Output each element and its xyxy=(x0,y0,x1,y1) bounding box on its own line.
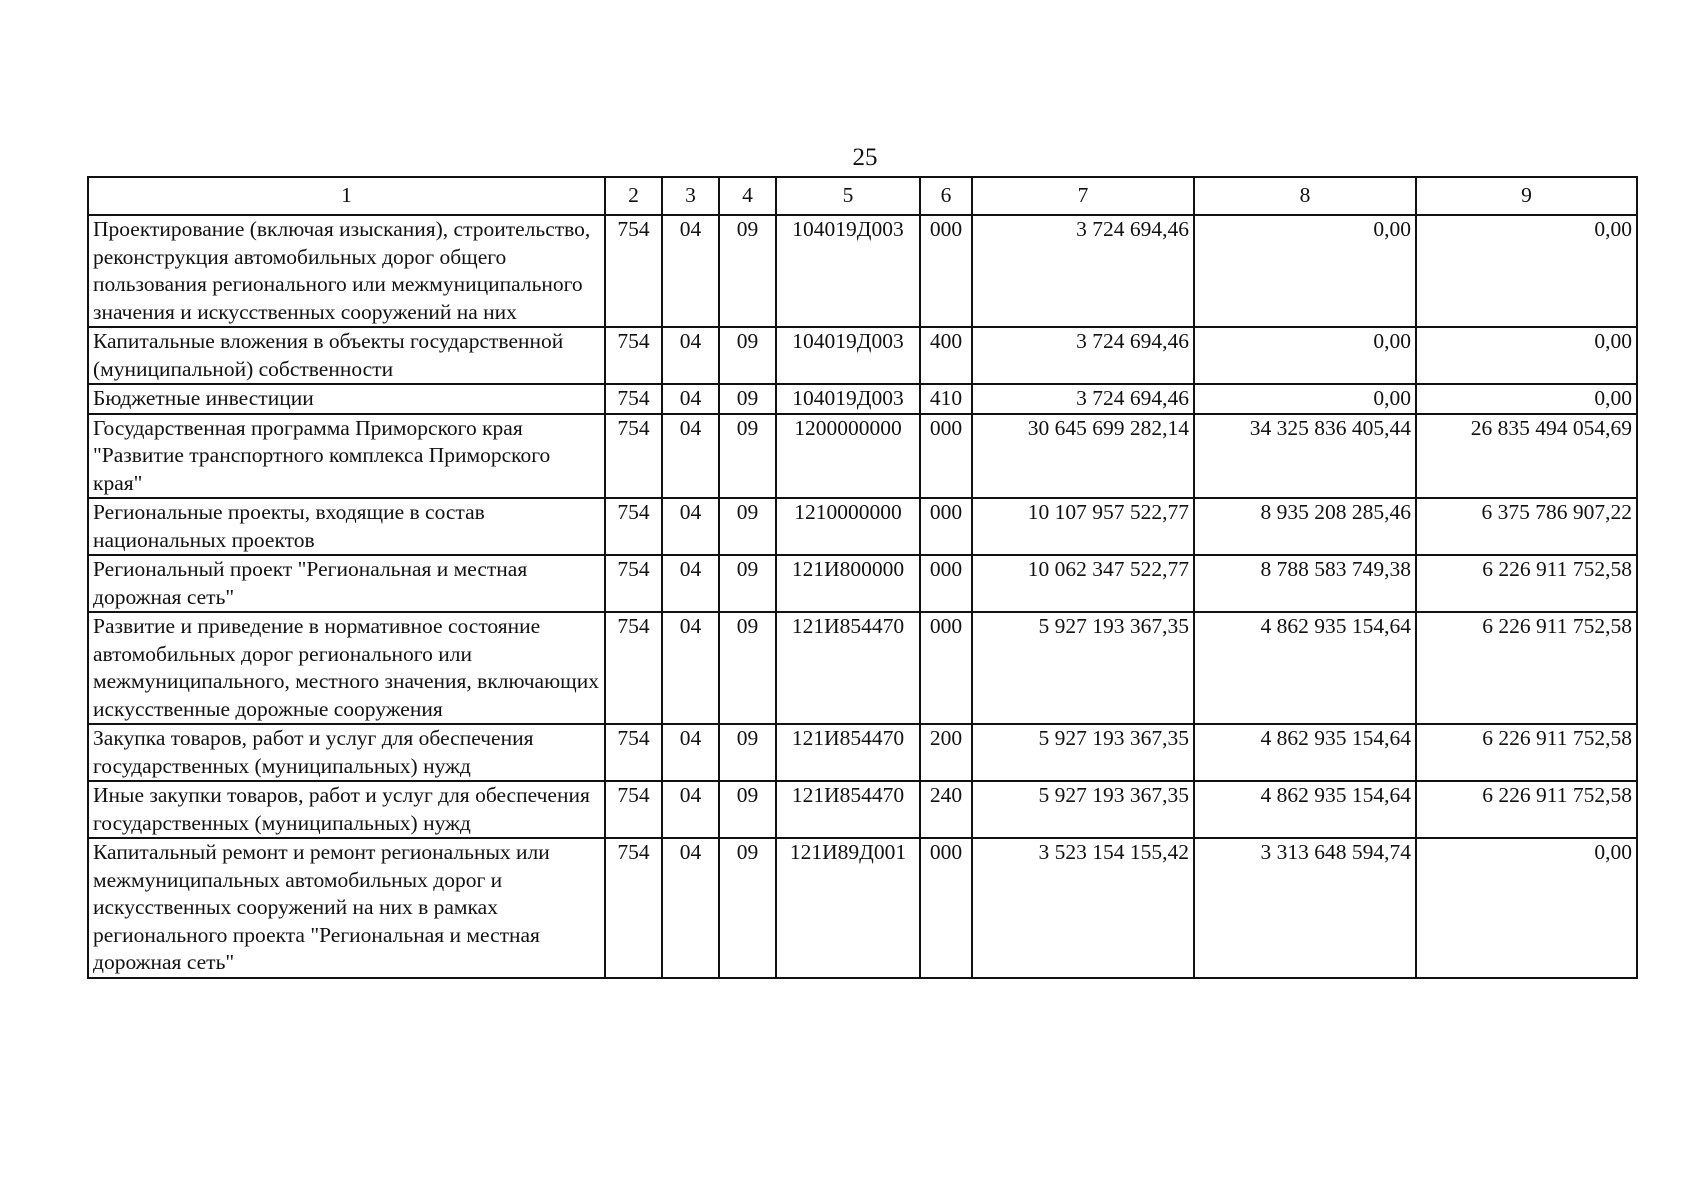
row-description: Бюджетные инвестиции xyxy=(88,384,605,414)
target-article-code: 121И854470 xyxy=(776,781,920,838)
amount-column-9: 26 835 494 054,69 xyxy=(1416,414,1637,499)
amount-column-8: 3 313 648 594,74 xyxy=(1194,838,1416,978)
subsection-code: 09 xyxy=(719,215,776,327)
expense-type-code: 000 xyxy=(920,498,972,555)
amount-column-8: 0,00 xyxy=(1194,215,1416,327)
amount-column-8: 4 862 935 154,64 xyxy=(1194,612,1416,724)
table-row xyxy=(88,327,1637,384)
column-header: 7 xyxy=(972,177,1194,215)
subsection-code: 09 xyxy=(719,414,776,499)
column-header: 5 xyxy=(776,177,920,215)
amount-column-8: 4 862 935 154,64 xyxy=(1194,724,1416,781)
row-description: Региональные проекты, входящие в состав национальных проектов xyxy=(88,498,605,555)
amount-column-7: 3 523 154 155,42 xyxy=(972,838,1194,978)
amount-column-9: 0,00 xyxy=(1416,838,1637,978)
amount-column-9: 6 226 911 752,58 xyxy=(1416,612,1637,724)
amount-column-7: 5 927 193 367,35 xyxy=(972,781,1194,838)
subsection-code: 09 xyxy=(719,612,776,724)
section-code: 04 xyxy=(662,384,719,414)
amount-column-7: 10 107 957 522,77 xyxy=(972,498,1194,555)
ministry-code: 754 xyxy=(605,414,662,499)
subsection-code: 09 xyxy=(719,838,776,978)
row-description: Развитие и приведение в нормативное состояние автомобильных дорог регионального или межмуниципального, местного значения, включающих искусственные дорожные сооружения xyxy=(88,612,605,724)
ministry-code: 754 xyxy=(605,612,662,724)
amount-column-9: 0,00 xyxy=(1416,327,1637,384)
amount-column-7: 3 724 694,46 xyxy=(972,327,1194,384)
target-article-code: 1200000000 xyxy=(776,414,920,499)
target-article-code: 121И800000 xyxy=(776,555,920,612)
ministry-code: 754 xyxy=(605,555,662,612)
row-description: Капитальные вложения в объекты государственной (муниципальной) собственности xyxy=(88,327,605,384)
expense-type-code: 000 xyxy=(920,555,972,612)
section-code: 04 xyxy=(662,555,719,612)
amount-column-7: 10 062 347 522,77 xyxy=(972,555,1194,612)
column-header: 4 xyxy=(719,177,776,215)
table-row xyxy=(88,838,1637,978)
amount-column-8: 0,00 xyxy=(1194,327,1416,384)
subsection-code: 09 xyxy=(719,555,776,612)
amount-column-7: 5 927 193 367,35 xyxy=(972,724,1194,781)
ministry-code: 754 xyxy=(605,384,662,414)
table-row xyxy=(88,612,1637,724)
table-row xyxy=(88,215,1637,327)
amount-column-7: 3 724 694,46 xyxy=(972,215,1194,327)
column-header: 9 xyxy=(1416,177,1637,215)
ministry-code: 754 xyxy=(605,781,662,838)
ministry-code: 754 xyxy=(605,327,662,384)
expense-type-code: 000 xyxy=(920,414,972,499)
row-description: Иные закупки товаров, работ и услуг для обеспечения государственных (муниципальных) нужд xyxy=(88,781,605,838)
column-header: 3 xyxy=(662,177,719,215)
column-header: 6 xyxy=(920,177,972,215)
amount-column-7: 30 645 699 282,14 xyxy=(972,414,1194,499)
section-code: 04 xyxy=(662,498,719,555)
amount-column-8: 8 788 583 749,38 xyxy=(1194,555,1416,612)
amount-column-9: 0,00 xyxy=(1416,215,1637,327)
table-row xyxy=(88,781,1637,838)
section-code: 04 xyxy=(662,414,719,499)
amount-column-9: 6 226 911 752,58 xyxy=(1416,781,1637,838)
ministry-code: 754 xyxy=(605,724,662,781)
amount-column-7: 5 927 193 367,35 xyxy=(972,612,1194,724)
amount-column-8: 0,00 xyxy=(1194,384,1416,414)
subsection-code: 09 xyxy=(719,327,776,384)
amount-column-7: 3 724 694,46 xyxy=(972,384,1194,414)
target-article-code: 104019Д003 xyxy=(776,215,920,327)
expense-type-code: 000 xyxy=(920,215,972,327)
row-description: Региональный проект "Региональная и местная дорожная сеть" xyxy=(88,555,605,612)
row-description: Капитальный ремонт и ремонт региональных или межмуниципальных автомобильных дорог и искусственных сооружений на них в рамках регионального проекта "Региональная и местная дорожная сеть" xyxy=(88,838,605,978)
header-row xyxy=(88,177,1637,215)
row-description: Государственная программа Приморского края "Развитие транспортного комплекса Приморского края" xyxy=(88,414,605,499)
expense-type-code: 400 xyxy=(920,327,972,384)
amount-column-8: 8 935 208 285,46 xyxy=(1194,498,1416,555)
section-code: 04 xyxy=(662,612,719,724)
expense-type-code: 240 xyxy=(920,781,972,838)
subsection-code: 09 xyxy=(719,724,776,781)
section-code: 04 xyxy=(662,327,719,384)
ministry-code: 754 xyxy=(605,498,662,555)
target-article-code: 121И89Д001 xyxy=(776,838,920,978)
target-article-code: 104019Д003 xyxy=(776,384,920,414)
column-header: 2 xyxy=(605,177,662,215)
amount-column-9: 6 226 911 752,58 xyxy=(1416,555,1637,612)
table-row xyxy=(88,498,1637,555)
row-description: Закупка товаров, работ и услуг для обеспечения государственных (муниципальных) нужд xyxy=(88,724,605,781)
subsection-code: 09 xyxy=(719,781,776,838)
target-article-code: 121И854470 xyxy=(776,612,920,724)
expense-type-code: 410 xyxy=(920,384,972,414)
expense-type-code: 000 xyxy=(920,838,972,978)
row-description: Проектирование (включая изыскания), строительство, реконструкция автомобильных дорог общего пользования регионального или межмуниципального значения и искусственных сооружений на них xyxy=(88,215,605,327)
section-code: 04 xyxy=(662,838,719,978)
section-code: 04 xyxy=(662,724,719,781)
page-number: 25 xyxy=(852,144,878,171)
column-header: 1 xyxy=(88,177,605,215)
column-header: 8 xyxy=(1194,177,1416,215)
amount-column-9: 0,00 xyxy=(1416,384,1637,414)
ministry-code: 754 xyxy=(605,838,662,978)
target-article-code: 121И854470 xyxy=(776,724,920,781)
section-code: 04 xyxy=(662,215,719,327)
subsection-code: 09 xyxy=(719,384,776,414)
amount-column-8: 34 325 836 405,44 xyxy=(1194,414,1416,499)
section-code: 04 xyxy=(662,781,719,838)
table-row xyxy=(88,724,1637,781)
amount-column-9: 6 375 786 907,22 xyxy=(1416,498,1637,555)
budget-table xyxy=(87,176,1638,979)
expense-type-code: 000 xyxy=(920,612,972,724)
target-article-code: 104019Д003 xyxy=(776,327,920,384)
table-row xyxy=(88,414,1637,499)
subsection-code: 09 xyxy=(719,498,776,555)
table-row xyxy=(88,555,1637,612)
amount-column-9: 6 226 911 752,58 xyxy=(1416,724,1637,781)
expense-type-code: 200 xyxy=(920,724,972,781)
amount-column-8: 4 862 935 154,64 xyxy=(1194,781,1416,838)
ministry-code: 754 xyxy=(605,215,662,327)
target-article-code: 1210000000 xyxy=(776,498,920,555)
table-row xyxy=(88,384,1637,414)
